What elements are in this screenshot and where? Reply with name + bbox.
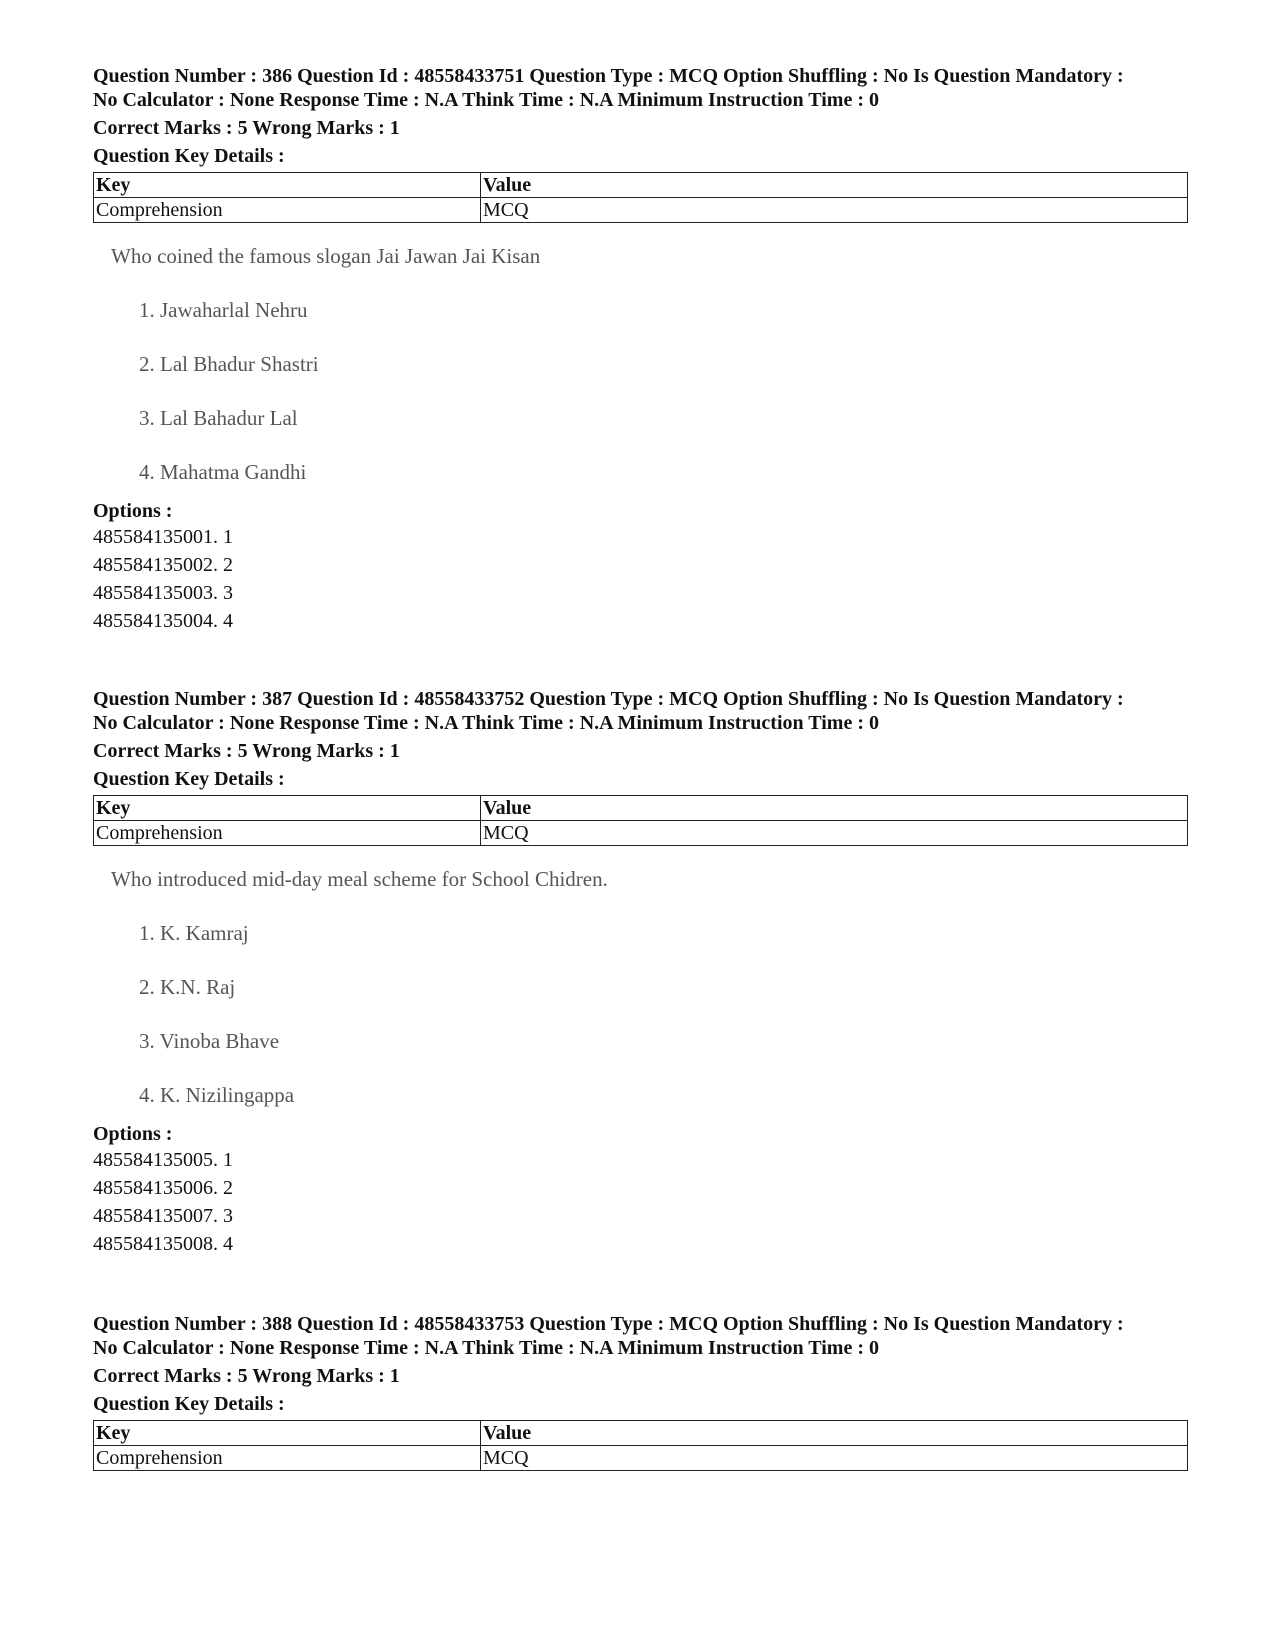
table-header-row — [94, 1421, 1188, 1446]
table-header-row — [94, 173, 1188, 198]
question-meta-line-2: No Calculator : None Response Time : N.A Think Time : N.A Minimum Instruction Time : 0 — [93, 712, 879, 734]
table-cell-key: Comprehension — [94, 1446, 481, 1471]
key-details-label: Question Key Details : — [93, 145, 285, 167]
option-item: 485584135005. 1 — [93, 1149, 233, 1171]
choice-item: 2. K.N. Raj — [139, 975, 236, 999]
key-details-table — [93, 795, 1188, 846]
marks-line: Correct Marks : 5 Wrong Marks : 1 — [93, 1365, 400, 1387]
option-item: 485584135004. 4 — [93, 610, 233, 632]
table-header-row — [94, 796, 1188, 821]
question-meta-line-2: No Calculator : None Response Time : N.A Think Time : N.A Minimum Instruction Time : 0 — [93, 89, 879, 111]
option-item: 485584135003. 3 — [93, 582, 233, 604]
table-header-key: Key — [94, 173, 481, 198]
table-header-key: Key — [94, 796, 481, 821]
option-item: 485584135002. 2 — [93, 554, 233, 576]
key-details-table — [93, 1420, 1188, 1471]
options-label: Options : — [93, 500, 173, 522]
choice-item: 3. Vinoba Bhave — [139, 1029, 280, 1053]
question-text: Who introduced mid-day meal scheme for School Chidren. — [111, 867, 608, 891]
option-item: 485584135006. 2 — [93, 1177, 233, 1199]
question-block-388 — [93, 1312, 1188, 1471]
table-row — [94, 198, 1188, 223]
table-row — [94, 821, 1188, 846]
table-cell-key: Comprehension — [94, 198, 481, 223]
choice-item: 3. Lal Bahadur Lal — [139, 406, 298, 430]
key-details-label: Question Key Details : — [93, 768, 285, 790]
options-label: Options : — [93, 1123, 173, 1145]
table-header-value: Value — [481, 1421, 1188, 1446]
option-item: 485584135001. 1 — [93, 526, 233, 548]
choice-item: 4. Mahatma Gandhi — [139, 460, 307, 484]
question-meta-line-2: No Calculator : None Response Time : N.A Think Time : N.A Minimum Instruction Time : 0 — [93, 1337, 879, 1359]
option-item: 485584135007. 3 — [93, 1205, 233, 1227]
table-header-key: Key — [94, 1421, 481, 1446]
table-cell-value: MCQ — [481, 198, 1188, 223]
table-cell-key: Comprehension — [94, 821, 481, 846]
question-meta-line-1: Question Number : 388 Question Id : 48558433753 Question Type : MCQ Option Shuffling : No Is Question Mandatory : — [93, 1313, 1124, 1335]
option-item: 485584135008. 4 — [93, 1233, 233, 1255]
marks-line: Correct Marks : 5 Wrong Marks : 1 — [93, 740, 400, 762]
question-text: Who coined the famous slogan Jai Jawan Jai Kisan — [111, 244, 541, 268]
choice-item: 2. Lal Bhadur Shastri — [139, 352, 319, 376]
key-details-label: Question Key Details : — [93, 1393, 285, 1415]
question-block-387 — [93, 687, 1188, 1258]
question-content — [111, 866, 1188, 1108]
key-details-table — [93, 172, 1188, 223]
choice-item: 4. K. Nizilingappa — [139, 1083, 295, 1107]
question-meta-line-1: Question Number : 386 Question Id : 48558433751 Question Type : MCQ Option Shuffling : No Is Question Mandatory : — [93, 65, 1124, 87]
table-cell-value: MCQ — [481, 821, 1188, 846]
table-cell-value: MCQ — [481, 1446, 1188, 1471]
question-meta-line-1: Question Number : 387 Question Id : 48558433752 Question Type : MCQ Option Shuffling : No Is Question Mandatory : — [93, 688, 1124, 710]
marks-line: Correct Marks : 5 Wrong Marks : 1 — [93, 117, 400, 139]
question-content — [111, 243, 1188, 485]
question-block-386 — [93, 64, 1188, 635]
table-header-value: Value — [481, 796, 1188, 821]
choice-item: 1. K. Kamraj — [139, 921, 249, 945]
table-row — [94, 1446, 1188, 1471]
choice-item: 1. Jawaharlal Nehru — [139, 298, 308, 322]
table-header-value: Value — [481, 173, 1188, 198]
